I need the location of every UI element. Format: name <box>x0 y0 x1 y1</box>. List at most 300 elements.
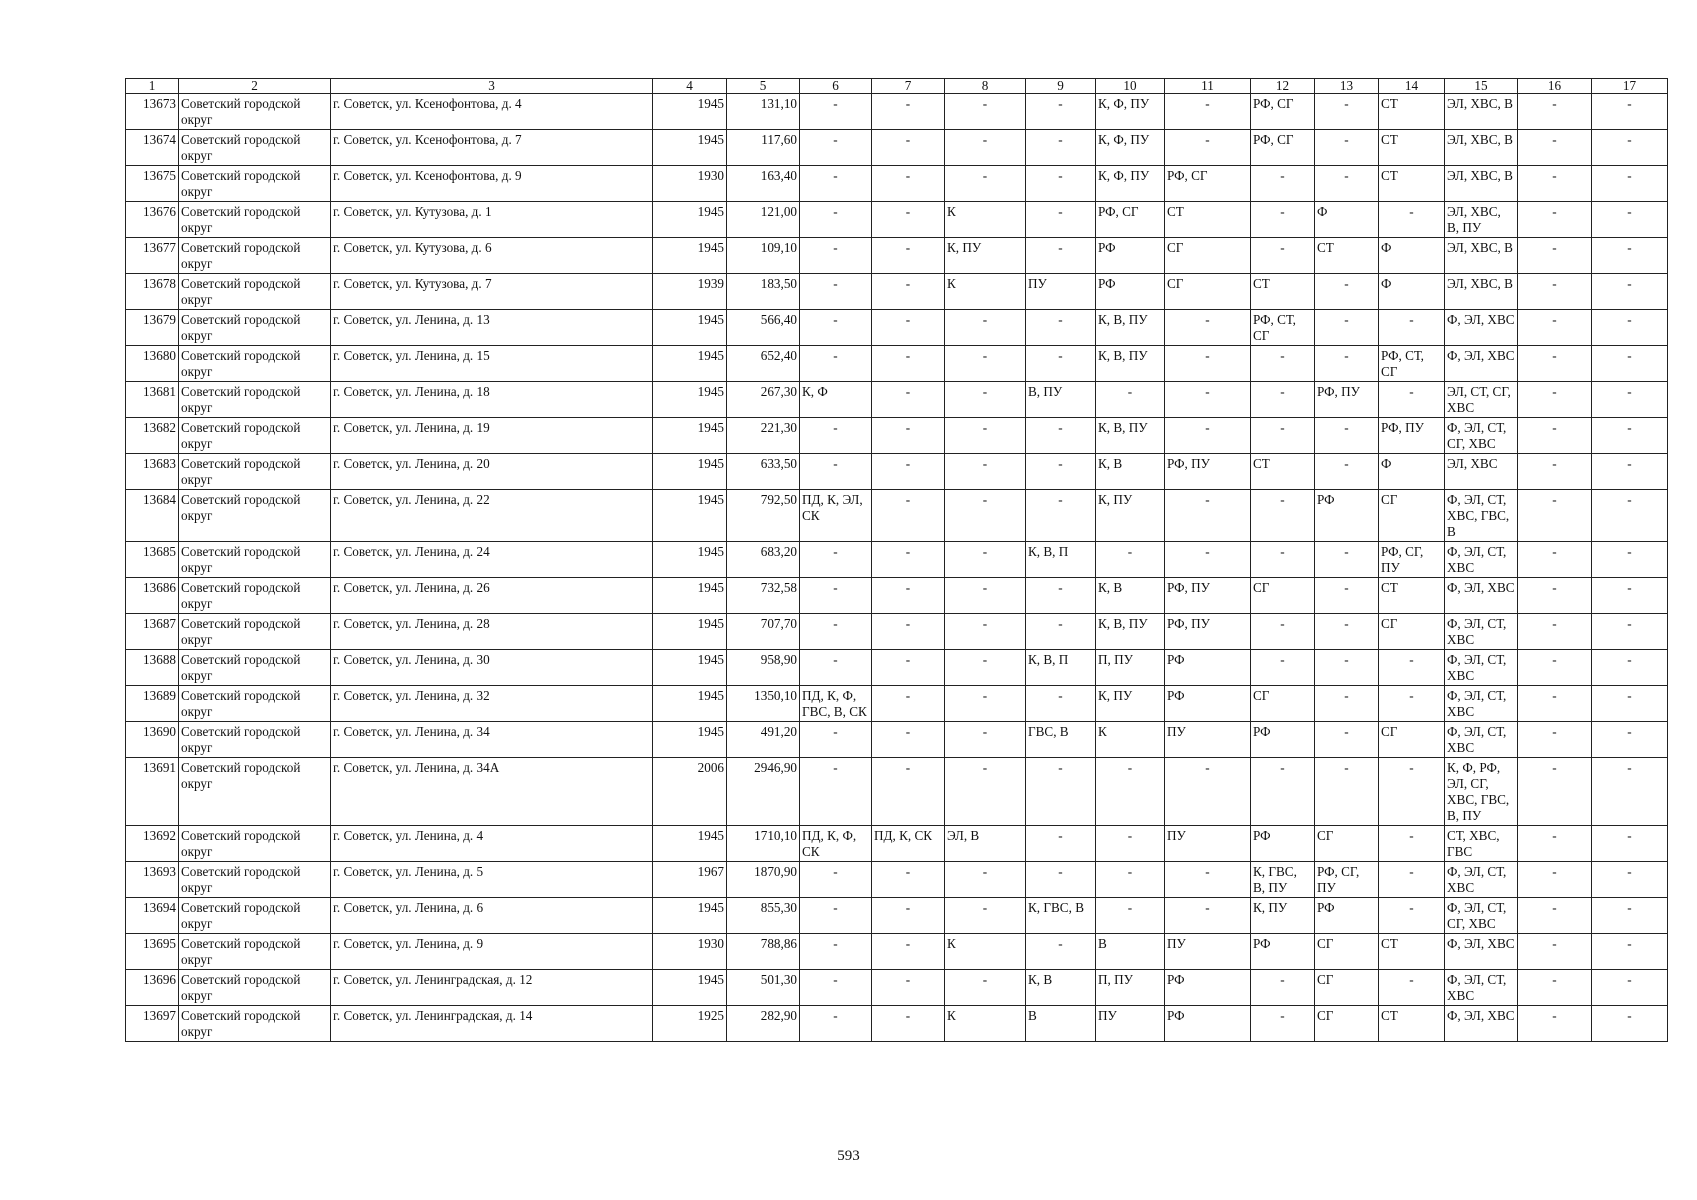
table-cell-col-6: - <box>800 542 872 578</box>
table-cell-col-1: 13675 <box>126 166 179 202</box>
table-cell-col-9: - <box>1026 310 1096 346</box>
table-cell-col-2: Советский городской округ <box>179 578 331 614</box>
table-row <box>126 934 1668 970</box>
table-cell-col-13: - <box>1315 454 1379 490</box>
table-cell-col-4: 1945 <box>653 346 727 382</box>
table-cell-col-10: - <box>1096 382 1165 418</box>
table-cell-col-9: - <box>1026 758 1096 826</box>
table-cell-col-14: - <box>1379 970 1445 1006</box>
table-cell-col-9: ПУ <box>1026 274 1096 310</box>
table-cell-col-4: 1945 <box>653 826 727 862</box>
table-cell-col-17: - <box>1592 418 1668 454</box>
column-header-16: 16 <box>1518 79 1592 94</box>
table-cell-col-5: 501,30 <box>727 970 800 1006</box>
table-cell-col-9: - <box>1026 454 1096 490</box>
table-cell-col-16: - <box>1518 130 1592 166</box>
table-cell-col-8: - <box>945 614 1026 650</box>
table-cell-col-13: РФ <box>1315 898 1379 934</box>
table-cell-col-10: - <box>1096 862 1165 898</box>
table-cell-col-14: СТ <box>1379 1006 1445 1042</box>
column-header-7: 7 <box>872 79 945 94</box>
table-cell-col-12: РФ, СГ <box>1251 130 1315 166</box>
table-cell-col-6: - <box>800 578 872 614</box>
table-cell-col-5: 958,90 <box>727 650 800 686</box>
table-cell-col-2: Советский городской округ <box>179 202 331 238</box>
table-cell-col-8: К <box>945 202 1026 238</box>
table-cell-col-17: - <box>1592 1006 1668 1042</box>
table-cell-col-1: 13691 <box>126 758 179 826</box>
table-cell-col-10: РФ <box>1096 238 1165 274</box>
table-cell-col-10: К, В, ПУ <box>1096 346 1165 382</box>
table-cell-col-16: - <box>1518 274 1592 310</box>
table-cell-col-7: - <box>872 418 945 454</box>
table-cell-col-3: г. Советск, ул. Ленина, д. 20 <box>331 454 653 490</box>
table-cell-col-6: - <box>800 238 872 274</box>
table-cell-col-7: - <box>872 130 945 166</box>
table-cell-col-17: - <box>1592 94 1668 130</box>
table-cell-col-4: 1945 <box>653 310 727 346</box>
table-row <box>126 758 1668 826</box>
table-cell-col-6: - <box>800 418 872 454</box>
table-cell-col-4: 1967 <box>653 862 727 898</box>
table-cell-col-14: РФ, СГ, ПУ <box>1379 542 1445 578</box>
table-row <box>126 238 1668 274</box>
table-cell-col-17: - <box>1592 578 1668 614</box>
table-cell-col-13: СГ <box>1315 934 1379 970</box>
table-cell-col-5: 732,58 <box>727 578 800 614</box>
table-cell-col-16: - <box>1518 166 1592 202</box>
table-cell-col-3: г. Советск, ул. Ленина, д. 34А <box>331 758 653 826</box>
table-cell-col-1: 13673 <box>126 94 179 130</box>
table-cell-col-13: - <box>1315 418 1379 454</box>
table-cell-col-17: - <box>1592 346 1668 382</box>
table-cell-col-14: СТ <box>1379 94 1445 130</box>
table-cell-col-8: - <box>945 578 1026 614</box>
table-cell-col-11: РФ <box>1165 1006 1251 1042</box>
table-cell-col-2: Советский городской округ <box>179 898 331 934</box>
table-cell-col-16: - <box>1518 1006 1592 1042</box>
table-cell-col-4: 1945 <box>653 722 727 758</box>
table-cell-col-7: - <box>872 686 945 722</box>
table-cell-col-8: К <box>945 934 1026 970</box>
table-row <box>126 94 1668 130</box>
table-cell-col-1: 13687 <box>126 614 179 650</box>
table-cell-col-8: - <box>945 970 1026 1006</box>
table-cell-col-5: 163,40 <box>727 166 800 202</box>
table-cell-col-13: СГ <box>1315 970 1379 1006</box>
table-cell-col-8: К <box>945 1006 1026 1042</box>
table-cell-col-15: Ф, ЭЛ, СТ, ХВС <box>1445 970 1518 1006</box>
table-cell-col-7: - <box>872 898 945 934</box>
table-cell-col-13: СГ <box>1315 826 1379 862</box>
table-cell-col-16: - <box>1518 758 1592 826</box>
table-cell-col-15: ЭЛ, СТ, СГ, ХВС <box>1445 382 1518 418</box>
table-cell-col-6: - <box>800 758 872 826</box>
table-cell-col-15: Ф, ЭЛ, СТ, ХВС <box>1445 722 1518 758</box>
table-cell-col-15: СТ, ХВС, ГВС <box>1445 826 1518 862</box>
table-cell-col-5: 131,10 <box>727 94 800 130</box>
table-cell-col-10: К, В, ПУ <box>1096 310 1165 346</box>
table-cell-col-12: СГ <box>1251 686 1315 722</box>
table-cell-col-5: 683,20 <box>727 542 800 578</box>
table-cell-col-5: 109,10 <box>727 238 800 274</box>
table-cell-col-3: г. Советск, ул. Кутузова, д. 7 <box>331 274 653 310</box>
table-cell-col-3: г. Советск, ул. Ленина, д. 6 <box>331 898 653 934</box>
table-cell-col-8: - <box>945 542 1026 578</box>
table-cell-col-13: РФ, СГ, ПУ <box>1315 862 1379 898</box>
table-cell-col-9: - <box>1026 166 1096 202</box>
table-cell-col-3: г. Советск, ул. Ленина, д. 13 <box>331 310 653 346</box>
table-cell-col-8: - <box>945 490 1026 542</box>
table-cell-col-5: 707,70 <box>727 614 800 650</box>
table-row <box>126 454 1668 490</box>
table-cell-col-17: - <box>1592 898 1668 934</box>
table-cell-col-12: - <box>1251 202 1315 238</box>
table-cell-col-8: - <box>945 382 1026 418</box>
table-cell-col-12: - <box>1251 970 1315 1006</box>
table-body <box>126 94 1668 1042</box>
table-cell-col-10: П, ПУ <box>1096 970 1165 1006</box>
table-cell-col-9: - <box>1026 490 1096 542</box>
table-cell-col-5: 855,30 <box>727 898 800 934</box>
table-cell-col-6: - <box>800 166 872 202</box>
table-cell-col-14: - <box>1379 310 1445 346</box>
table-cell-col-17: - <box>1592 686 1668 722</box>
table-cell-col-11: РФ <box>1165 970 1251 1006</box>
table-cell-col-13: - <box>1315 686 1379 722</box>
table-cell-col-15: Ф, ЭЛ, СТ, ХВС <box>1445 862 1518 898</box>
table-cell-col-9: - <box>1026 686 1096 722</box>
table-cell-col-5: 1710,10 <box>727 826 800 862</box>
table-cell-col-2: Советский городской округ <box>179 490 331 542</box>
table-cell-col-11: - <box>1165 94 1251 130</box>
table-cell-col-9: - <box>1026 418 1096 454</box>
table-cell-col-12: - <box>1251 238 1315 274</box>
table-cell-col-1: 13682 <box>126 418 179 454</box>
table-cell-col-3: г. Советск, ул. Ленина, д. 9 <box>331 934 653 970</box>
table-cell-col-9: К, В <box>1026 970 1096 1006</box>
table-row <box>126 898 1668 934</box>
table-cell-col-16: - <box>1518 722 1592 758</box>
table-cell-col-3: г. Советск, ул. Ленина, д. 15 <box>331 346 653 382</box>
table-cell-col-8: - <box>945 454 1026 490</box>
table-cell-col-9: - <box>1026 94 1096 130</box>
table-cell-col-17: - <box>1592 238 1668 274</box>
table-cell-col-8: К <box>945 274 1026 310</box>
table-cell-col-6: - <box>800 202 872 238</box>
table-cell-col-7: - <box>872 202 945 238</box>
table-cell-col-2: Советский городской округ <box>179 970 331 1006</box>
table-cell-col-10: К, В, ПУ <box>1096 614 1165 650</box>
table-cell-col-4: 1945 <box>653 970 727 1006</box>
table-cell-col-12: РФ <box>1251 722 1315 758</box>
table-cell-col-15: ЭЛ, ХВС, В <box>1445 130 1518 166</box>
column-header-3: 3 <box>331 79 653 94</box>
table-cell-col-13: СТ <box>1315 238 1379 274</box>
table-cell-col-2: Советский городской округ <box>179 934 331 970</box>
table-cell-col-12: К, ПУ <box>1251 898 1315 934</box>
table-cell-col-5: 282,90 <box>727 1006 800 1042</box>
table-cell-col-10: К, В <box>1096 454 1165 490</box>
table-cell-col-14: - <box>1379 202 1445 238</box>
table-cell-col-15: Ф, ЭЛ, ХВС <box>1445 346 1518 382</box>
table-cell-col-6: - <box>800 94 872 130</box>
table-row <box>126 542 1668 578</box>
table-cell-col-10: - <box>1096 898 1165 934</box>
table-cell-col-12: РФ, СГ <box>1251 94 1315 130</box>
column-header-8: 8 <box>945 79 1026 94</box>
table-cell-col-9: - <box>1026 346 1096 382</box>
table-cell-col-8: - <box>945 310 1026 346</box>
table-cell-col-3: г. Советск, ул. Ленина, д. 5 <box>331 862 653 898</box>
table-cell-col-1: 13685 <box>126 542 179 578</box>
table-cell-col-5: 1350,10 <box>727 686 800 722</box>
table-cell-col-3: г. Советск, ул. Ленинградская, д. 14 <box>331 1006 653 1042</box>
table-cell-col-5: 1870,90 <box>727 862 800 898</box>
table-cell-col-13: РФ <box>1315 490 1379 542</box>
table-cell-col-4: 1945 <box>653 686 727 722</box>
table-cell-col-1: 13697 <box>126 1006 179 1042</box>
table-cell-col-2: Советский городской округ <box>179 862 331 898</box>
table-cell-col-17: - <box>1592 130 1668 166</box>
table-cell-col-3: г. Советск, ул. Ленина, д. 18 <box>331 382 653 418</box>
table-cell-col-5: 788,86 <box>727 934 800 970</box>
table-cell-col-7: - <box>872 614 945 650</box>
table-row <box>126 202 1668 238</box>
table-cell-col-10: - <box>1096 826 1165 862</box>
table-cell-col-3: г. Советск, ул. Ленина, д. 30 <box>331 650 653 686</box>
table-cell-col-15: Ф, ЭЛ, ХВС <box>1445 310 1518 346</box>
column-header-6: 6 <box>800 79 872 94</box>
table-cell-col-11: ПУ <box>1165 934 1251 970</box>
table-cell-col-8: - <box>945 898 1026 934</box>
table-cell-col-2: Советский городской округ <box>179 650 331 686</box>
table-cell-col-10: К, В, ПУ <box>1096 418 1165 454</box>
table-cell-col-15: Ф, ЭЛ, СТ, ХВС, ГВС, В <box>1445 490 1518 542</box>
table-cell-col-2: Советский городской округ <box>179 382 331 418</box>
table-cell-col-7: - <box>872 650 945 686</box>
table-row <box>126 130 1668 166</box>
table-cell-col-1: 13679 <box>126 310 179 346</box>
table-cell-col-12: СТ <box>1251 454 1315 490</box>
table-cell-col-14: - <box>1379 650 1445 686</box>
table-cell-col-11: ПУ <box>1165 722 1251 758</box>
table-cell-col-15: Ф, ЭЛ, СТ, ХВС <box>1445 542 1518 578</box>
table-cell-col-1: 13683 <box>126 454 179 490</box>
table-cell-col-12: - <box>1251 382 1315 418</box>
table-cell-col-1: 13681 <box>126 382 179 418</box>
table-cell-col-7: - <box>872 722 945 758</box>
table-cell-col-12: - <box>1251 758 1315 826</box>
table-cell-col-1: 13693 <box>126 862 179 898</box>
table-cell-col-15: К, Ф, РФ, ЭЛ, СГ, ХВС, ГВС, В, ПУ <box>1445 758 1518 826</box>
table-cell-col-3: г. Советск, ул. Ксенофонтова, д. 7 <box>331 130 653 166</box>
table-cell-col-7: ПД, К, СК <box>872 826 945 862</box>
table-row <box>126 826 1668 862</box>
column-header-9: 9 <box>1026 79 1096 94</box>
table-cell-col-15: ЭЛ, ХВС, В <box>1445 238 1518 274</box>
table-cell-col-16: - <box>1518 94 1592 130</box>
table-cell-col-7: - <box>872 758 945 826</box>
table-cell-col-17: - <box>1592 758 1668 826</box>
table-row <box>126 578 1668 614</box>
table-cell-col-6: К, Ф <box>800 382 872 418</box>
table-cell-col-3: г. Советск, ул. Ленина, д. 19 <box>331 418 653 454</box>
table-cell-col-11: - <box>1165 862 1251 898</box>
table-cell-col-10: - <box>1096 758 1165 826</box>
table-cell-col-3: г. Советск, ул. Ленина, д. 4 <box>331 826 653 862</box>
table-cell-col-10: К, ПУ <box>1096 490 1165 542</box>
table-cell-col-6: - <box>800 898 872 934</box>
table-row <box>126 722 1668 758</box>
table-cell-col-13: РФ, ПУ <box>1315 382 1379 418</box>
table-cell-col-10: К, ПУ <box>1096 686 1165 722</box>
table-cell-col-2: Советский городской округ <box>179 274 331 310</box>
table-cell-col-7: - <box>872 238 945 274</box>
table-cell-col-3: г. Советск, ул. Кутузова, д. 1 <box>331 202 653 238</box>
table-cell-col-10: К, Ф, ПУ <box>1096 166 1165 202</box>
table-cell-col-8: - <box>945 722 1026 758</box>
table-cell-col-2: Советский городской округ <box>179 94 331 130</box>
column-header-10: 10 <box>1096 79 1165 94</box>
table-cell-col-7: - <box>872 310 945 346</box>
table-cell-col-5: 221,30 <box>727 418 800 454</box>
table-cell-col-4: 1945 <box>653 578 727 614</box>
table-cell-col-11: РФ <box>1165 650 1251 686</box>
table-cell-col-1: 13695 <box>126 934 179 970</box>
column-header-11: 11 <box>1165 79 1251 94</box>
table-cell-col-9: ГВС, В <box>1026 722 1096 758</box>
table-cell-col-13: СГ <box>1315 1006 1379 1042</box>
table-cell-col-8: К, ПУ <box>945 238 1026 274</box>
table-cell-col-8: - <box>945 166 1026 202</box>
table-cell-col-9: - <box>1026 614 1096 650</box>
table-cell-col-11: РФ, ПУ <box>1165 454 1251 490</box>
table-cell-col-13: - <box>1315 94 1379 130</box>
table-cell-col-10: - <box>1096 542 1165 578</box>
table-cell-col-5: 121,00 <box>727 202 800 238</box>
table-cell-col-17: - <box>1592 274 1668 310</box>
table-row <box>126 862 1668 898</box>
table-cell-col-1: 13696 <box>126 970 179 1006</box>
table-cell-col-16: - <box>1518 826 1592 862</box>
table-cell-col-4: 1945 <box>653 454 727 490</box>
table-cell-col-7: - <box>872 94 945 130</box>
table-cell-col-17: - <box>1592 650 1668 686</box>
table-cell-col-7: - <box>872 970 945 1006</box>
table-cell-col-14: СТ <box>1379 934 1445 970</box>
table-row <box>126 970 1668 1006</box>
table-cell-col-10: К, Ф, ПУ <box>1096 130 1165 166</box>
table-cell-col-14: СТ <box>1379 578 1445 614</box>
table-cell-col-16: - <box>1518 238 1592 274</box>
table-cell-col-11: - <box>1165 490 1251 542</box>
table-cell-col-15: Ф, ЭЛ, СТ, ХВС <box>1445 650 1518 686</box>
column-header-17: 17 <box>1592 79 1668 94</box>
table-cell-col-12: СГ <box>1251 578 1315 614</box>
table-cell-col-11: СГ <box>1165 238 1251 274</box>
table-cell-col-12: РФ <box>1251 934 1315 970</box>
table-cell-col-17: - <box>1592 166 1668 202</box>
table-cell-col-4: 1945 <box>653 490 727 542</box>
table-cell-col-7: - <box>872 542 945 578</box>
table-cell-col-5: 267,30 <box>727 382 800 418</box>
table-cell-col-12: - <box>1251 650 1315 686</box>
table-cell-col-6: - <box>800 454 872 490</box>
column-header-2: 2 <box>179 79 331 94</box>
table-cell-col-8: - <box>945 418 1026 454</box>
table-cell-col-10: РФ, СГ <box>1096 202 1165 238</box>
table-cell-col-14: Ф <box>1379 454 1445 490</box>
column-header-1: 1 <box>126 79 179 94</box>
table-cell-col-17: - <box>1592 970 1668 1006</box>
table-cell-col-4: 1925 <box>653 1006 727 1042</box>
table-cell-col-8: - <box>945 130 1026 166</box>
table-cell-col-11: РФ, ПУ <box>1165 578 1251 614</box>
table-cell-col-17: - <box>1592 490 1668 542</box>
table-cell-col-12: - <box>1251 614 1315 650</box>
table-cell-col-4: 1939 <box>653 274 727 310</box>
table-cell-col-1: 13692 <box>126 826 179 862</box>
table-cell-col-7: - <box>872 274 945 310</box>
table-cell-col-8: - <box>945 862 1026 898</box>
table-cell-col-14: РФ, ПУ <box>1379 418 1445 454</box>
table-cell-col-17: - <box>1592 454 1668 490</box>
table-cell-col-5: 652,40 <box>727 346 800 382</box>
table-cell-col-17: - <box>1592 934 1668 970</box>
table-cell-col-11: - <box>1165 382 1251 418</box>
table-cell-col-8: - <box>945 758 1026 826</box>
table-cell-col-3: г. Советск, ул. Ленина, д. 26 <box>331 578 653 614</box>
table-cell-col-6: - <box>800 934 872 970</box>
table-cell-col-6: ПД, К, Ф, СК <box>800 826 872 862</box>
table-cell-col-5: 2946,90 <box>727 758 800 826</box>
table-cell-col-7: - <box>872 166 945 202</box>
table-cell-col-4: 1930 <box>653 934 727 970</box>
table-cell-col-8: - <box>945 650 1026 686</box>
table-cell-col-12: К, ГВС, В, ПУ <box>1251 862 1315 898</box>
table-cell-col-12: СТ <box>1251 274 1315 310</box>
table-cell-col-4: 1945 <box>653 130 727 166</box>
table-cell-col-15: ЭЛ, ХВС, В <box>1445 166 1518 202</box>
table-cell-col-13: - <box>1315 166 1379 202</box>
table-cell-col-14: - <box>1379 826 1445 862</box>
table-cell-col-16: - <box>1518 454 1592 490</box>
table-cell-col-15: Ф, ЭЛ, ХВС <box>1445 1006 1518 1042</box>
table-cell-col-13: - <box>1315 722 1379 758</box>
column-header-4: 4 <box>653 79 727 94</box>
table-cell-col-11: РФ, СГ <box>1165 166 1251 202</box>
table-cell-col-4: 1945 <box>653 382 727 418</box>
table-row <box>126 418 1668 454</box>
table-cell-col-11: ПУ <box>1165 826 1251 862</box>
table-cell-col-2: Советский городской округ <box>179 758 331 826</box>
housing-register-table <box>125 78 1668 1042</box>
table-cell-col-16: - <box>1518 382 1592 418</box>
table-cell-col-11: СГ <box>1165 274 1251 310</box>
table-cell-col-14: Ф <box>1379 238 1445 274</box>
table-cell-col-1: 13677 <box>126 238 179 274</box>
table-cell-col-1: 13690 <box>126 722 179 758</box>
table-cell-col-15: Ф, ЭЛ, СТ, СГ, ХВС <box>1445 418 1518 454</box>
table-row <box>126 382 1668 418</box>
table-cell-col-9: - <box>1026 826 1096 862</box>
table-cell-col-12: - <box>1251 542 1315 578</box>
table-cell-col-13: - <box>1315 542 1379 578</box>
table-cell-col-4: 2006 <box>653 758 727 826</box>
table-cell-col-13: - <box>1315 614 1379 650</box>
table-cell-col-12: - <box>1251 490 1315 542</box>
